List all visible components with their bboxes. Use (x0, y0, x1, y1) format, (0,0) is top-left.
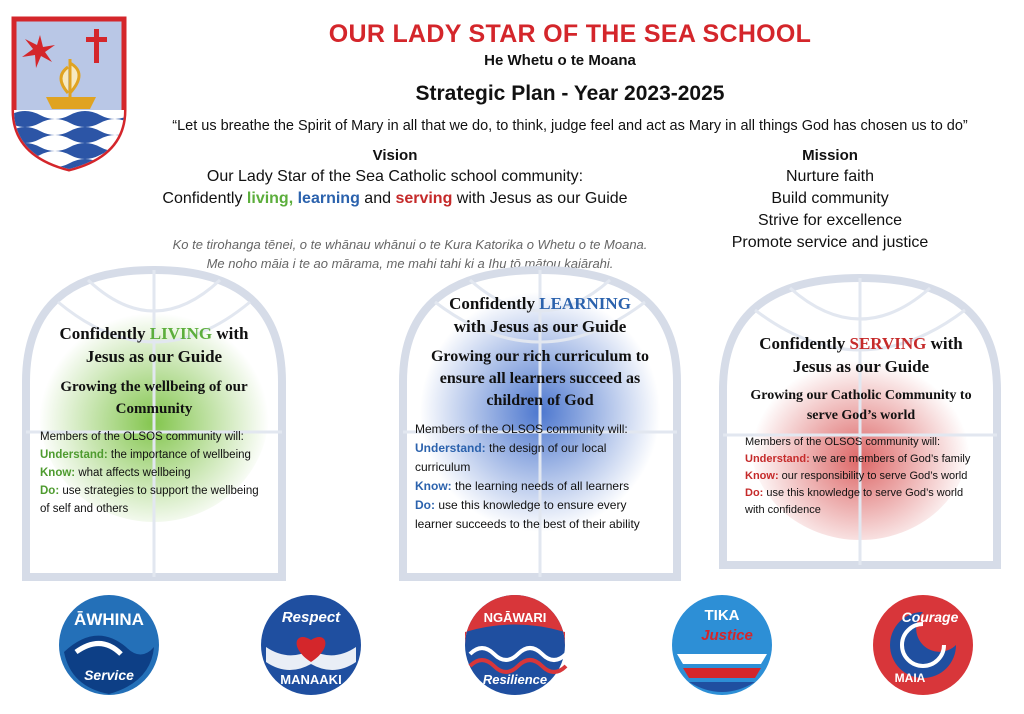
label: Do: (415, 498, 435, 512)
list-do (745, 485, 977, 519)
text: use this knowledge to ensure every learner succeeds to the best of their ability (415, 498, 640, 531)
title-text-end: with (212, 324, 249, 343)
panel-learning-list (415, 420, 665, 534)
title-key: LEARNING (539, 294, 631, 313)
badge-bottom-text: Resilience (482, 672, 548, 687)
title-text: Confidently (59, 324, 150, 343)
label: Know: (415, 479, 452, 493)
title-text: Confidently (759, 334, 850, 353)
vision-line-1: Our Lady Star of the Sea Catholic school community: (206, 168, 584, 185)
panel-serving-title (745, 332, 977, 378)
vision-line-2 (120, 190, 670, 208)
label: Do: (40, 485, 60, 497)
title-text: Confidently (449, 294, 540, 313)
badge-top-text: TIKA (704, 607, 740, 624)
badge-bottom-text: MANAAKI (280, 672, 342, 687)
value-badge-tika-logo (669, 592, 775, 698)
label: Do: (745, 487, 764, 499)
list-know (40, 464, 268, 482)
title-key: SERVING (849, 334, 927, 353)
title-text-end: with (926, 334, 963, 353)
mission-item: Strive for excellence (757, 212, 903, 229)
panel-serving-subtitle: Growing our Catholic Community to serve God’s world (750, 388, 972, 423)
mission-item: Nurture faith (785, 168, 875, 185)
text: the learning needs of all learners (451, 479, 630, 493)
value-badge-awhina-logo (56, 592, 162, 698)
label: Understand: (415, 441, 486, 455)
panel-serving-list (745, 434, 977, 519)
vision-and: and (359, 190, 396, 207)
mary-quote: “Let us breathe the Spirit of Mary in all that we do, to think, judge feel and act as Mary in all things God has chosen us to do” (172, 118, 968, 134)
label: Understand: (40, 449, 108, 461)
title-line-2: Jesus as our Guide (792, 357, 930, 376)
school-crest-logo (10, 15, 128, 173)
text: use strategies to support the wellbeing of self and others (40, 485, 259, 515)
panel-learning-title (415, 292, 665, 338)
panel-living-title (40, 322, 268, 368)
vision-text: Confidently (162, 190, 247, 207)
text: the design of our local curriculum (415, 441, 607, 474)
title-line-2: with Jesus as our Guide (453, 317, 627, 336)
label: Know: (745, 470, 779, 482)
mission-heading: Mission (802, 147, 858, 164)
list-know (415, 477, 665, 496)
value-badge-maia-logo (870, 592, 976, 698)
school-maori-name: He Whetu o te Moana (484, 52, 636, 69)
list-intro: Members of the OLSOS community will: (745, 436, 941, 448)
text: use this knowledge to serve God’s world with confidence (745, 487, 964, 516)
list-intro: Members of the OLSOS community will: (415, 422, 628, 436)
list-intro: Members of the OLSOS community will: (40, 431, 244, 443)
badge-top-text: Respect (281, 609, 341, 626)
badge-bottom-text: MAIA (894, 671, 926, 685)
mission-item: Promote service and justice (731, 234, 929, 251)
maori-vision-line-1: Ko te tirohanga tēnei, o te whānau whānui o te Kura Katorika o Whetu o te Moana. (172, 237, 648, 252)
panel-living (40, 322, 268, 518)
badge-mid-text: Justice (701, 627, 753, 644)
vision-learning: learning (297, 190, 360, 207)
list-understand (745, 451, 977, 468)
title-key: LIVING (149, 324, 213, 343)
panel-learning-subtitle: Growing our rich curriculum to ensure all learners succeed as children of God (430, 348, 650, 409)
vision-heading: Vision (372, 147, 418, 164)
school-name: OUR LADY STAR OF THE SEA SCHOOL (328, 20, 812, 48)
panel-serving (745, 332, 977, 519)
list-understand (415, 439, 665, 477)
text: our responsibility to serve God’s world (778, 470, 968, 482)
title-line-2: Jesus as our Guide (85, 347, 223, 366)
badge-bottom-text: Service (84, 667, 134, 683)
text: we are members of God’s family (809, 453, 971, 465)
panel-living-subtitle: Growing the wellbeing of our Community (60, 379, 248, 417)
text: the importance of wellbeing (107, 449, 251, 461)
vision-serving: serving (395, 190, 453, 207)
badge-top-text: ĀWHINA (74, 610, 144, 629)
vision-living: living, (246, 190, 294, 207)
plan-title: Strategic Plan - Year 2023-2025 (415, 82, 725, 105)
vision-text-end: with Jesus as our Guide (452, 190, 628, 207)
badge-top-text: Courage (901, 609, 959, 625)
value-badge-ngawari-logo (462, 592, 568, 698)
panel-learning (415, 292, 665, 534)
label: Understand: (745, 453, 810, 465)
panel-living-list (40, 428, 268, 518)
list-know (745, 468, 977, 485)
text: what affects wellbeing (75, 467, 191, 479)
maori-vision-line-2: Me noho māia i te ao mārama, me mahi tahi ki a Ihu tō mātou kaiārahi. (206, 256, 614, 271)
mission-item: Build community (771, 190, 889, 207)
value-badge-manaaki-logo (258, 592, 364, 698)
badge-top-text: NGĀWARI (483, 610, 547, 625)
list-understand (40, 446, 268, 464)
label: Know: (40, 467, 76, 479)
list-do (415, 496, 665, 534)
list-do (40, 482, 268, 518)
